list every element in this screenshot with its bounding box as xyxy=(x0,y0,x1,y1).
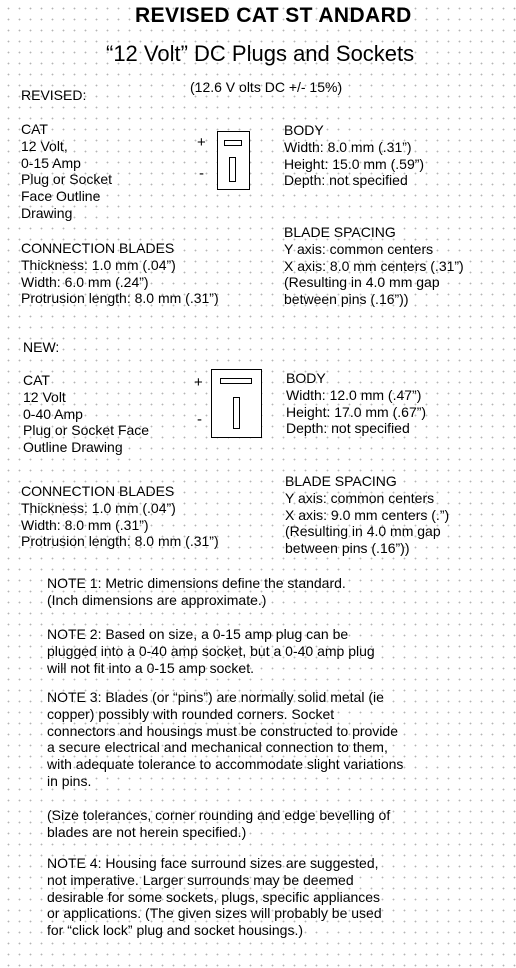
spacing-line: (Resulting in 4.0 mm gap xyxy=(285,523,441,540)
body-line: Width: 8.0 mm (.31”) xyxy=(284,138,412,155)
body-line: Depth: not specified xyxy=(284,172,408,189)
minus-sign: - xyxy=(197,411,202,428)
body-line: Width: 12.0 mm (.47”) xyxy=(286,386,422,403)
cat-line: 12 Volt xyxy=(23,388,66,405)
minus-sign: - xyxy=(199,165,204,182)
vertical-blade-slot xyxy=(229,157,236,182)
revised-heading: REVISED: xyxy=(21,87,87,103)
body-line: Depth: not specified xyxy=(286,420,410,437)
spacing-heading: BLADE SPACING xyxy=(285,473,397,489)
body-heading: BODY xyxy=(284,122,324,138)
new-blade-spacing xyxy=(285,473,449,557)
new-cat-description xyxy=(23,372,149,456)
new-connection-blades xyxy=(21,483,219,550)
blades-line: Width: 6.0 mm (.24”) xyxy=(21,273,149,290)
body-line: Height: 17.0 mm (.67”) xyxy=(286,403,427,420)
spacing-line: between pins (.16”)) xyxy=(284,291,409,308)
spacing-line: (Resulting in 4.0 mm gap xyxy=(284,274,440,291)
revised-face-outline-drawing xyxy=(217,131,250,190)
body-heading: BODY xyxy=(286,370,326,386)
blades-line: Width: 8.0 mm (.31”) xyxy=(21,516,149,533)
cat-line: 12 Volt, xyxy=(21,137,68,154)
new-face-outline-drawing xyxy=(211,369,262,438)
body-line: Height: 15.0 mm (.59”) xyxy=(284,155,425,172)
blades-line: Protrusion length: 8.0 mm (.31”) xyxy=(21,533,219,550)
revised-cat-description xyxy=(21,121,112,222)
vertical-blade-slot xyxy=(233,397,240,429)
note-3: NOTE 3: Blades (or “pins”) are normally solid metal (ie copper) possibly with rounded corners. Socket connectors and housings must be constructed to provide a secure electrical and mechanical connection to them, with adequate tolerance to accommodate slight variations in pins. xyxy=(47,689,404,789)
spacing-heading: BLADE SPACING xyxy=(284,224,396,240)
cat-line: Outline Drawing xyxy=(23,439,123,456)
plus-sign: + xyxy=(194,374,203,391)
spacing-line: Y axis: common centers xyxy=(284,240,434,257)
spacing-line: X axis: 8.0 mm centers (.31”) xyxy=(284,257,464,274)
note-2: NOTE 2: Based on size, a 0-15 amp plug can be plugged into a 0-40 amp socket, but a 0-40 amp plug will not fit into a 0-15 amp socket. xyxy=(47,626,375,676)
cat-line: Plug or Socket Face xyxy=(23,422,150,439)
cat-line: 0-40 Amp xyxy=(23,405,83,422)
note-tolerances: (Size tolerances, corner rounding and edge bevelling of blades are not herein specified.) xyxy=(47,807,391,840)
cat-line: Plug or Socket xyxy=(21,171,113,188)
cat-line: CAT xyxy=(23,372,50,388)
blades-line: Thickness: 1.0 mm (.04”) xyxy=(21,499,176,516)
spacing-line: Y axis: common centers xyxy=(285,489,435,506)
blades-line: Thickness: 1.0 mm (.04”) xyxy=(21,256,176,273)
revised-body-specs xyxy=(284,122,424,189)
note-1: NOTE 1: Metric dimensions define the standard. (Inch dimensions are approximate.) xyxy=(47,575,346,608)
blades-line: Protrusion length: 8.0 mm (.31”) xyxy=(21,290,219,307)
note-4: NOTE 4: Housing face surround sizes are suggested, not imperative. Larger surrounds may be deemed desirable for some sockets, plugs, specific appliances or applications. (The given sizes will probably be used for “click lock” plug and socket housings.) xyxy=(47,855,382,939)
spacing-line: X axis: 9.0 mm centers (.”) xyxy=(285,506,450,523)
revised-blade-spacing xyxy=(284,224,464,308)
plus-sign: + xyxy=(197,134,206,151)
new-heading: NEW: xyxy=(23,339,60,355)
page-subtitle: “12 Volt” DC Plugs and Sockets xyxy=(106,41,415,66)
blades-heading: CONNECTION BLADES xyxy=(21,483,175,499)
horizontal-blade-slot xyxy=(220,378,252,384)
revised-connection-blades xyxy=(21,240,219,307)
new-body-specs xyxy=(286,370,426,437)
blades-heading: CONNECTION BLADES xyxy=(21,240,175,256)
spacing-line: between pins (.16”)) xyxy=(285,540,410,557)
cat-line: Face Outline xyxy=(21,188,101,205)
cat-line: Drawing xyxy=(21,204,73,221)
cat-line: CAT xyxy=(21,121,48,137)
horizontal-blade-slot xyxy=(224,140,242,146)
page-title: REVISED CAT ST ANDARD xyxy=(135,4,412,27)
voltage-spec: (12.6 V olts DC +/- 15%) xyxy=(190,79,343,95)
cat-line: 0-15 Amp xyxy=(21,154,81,171)
